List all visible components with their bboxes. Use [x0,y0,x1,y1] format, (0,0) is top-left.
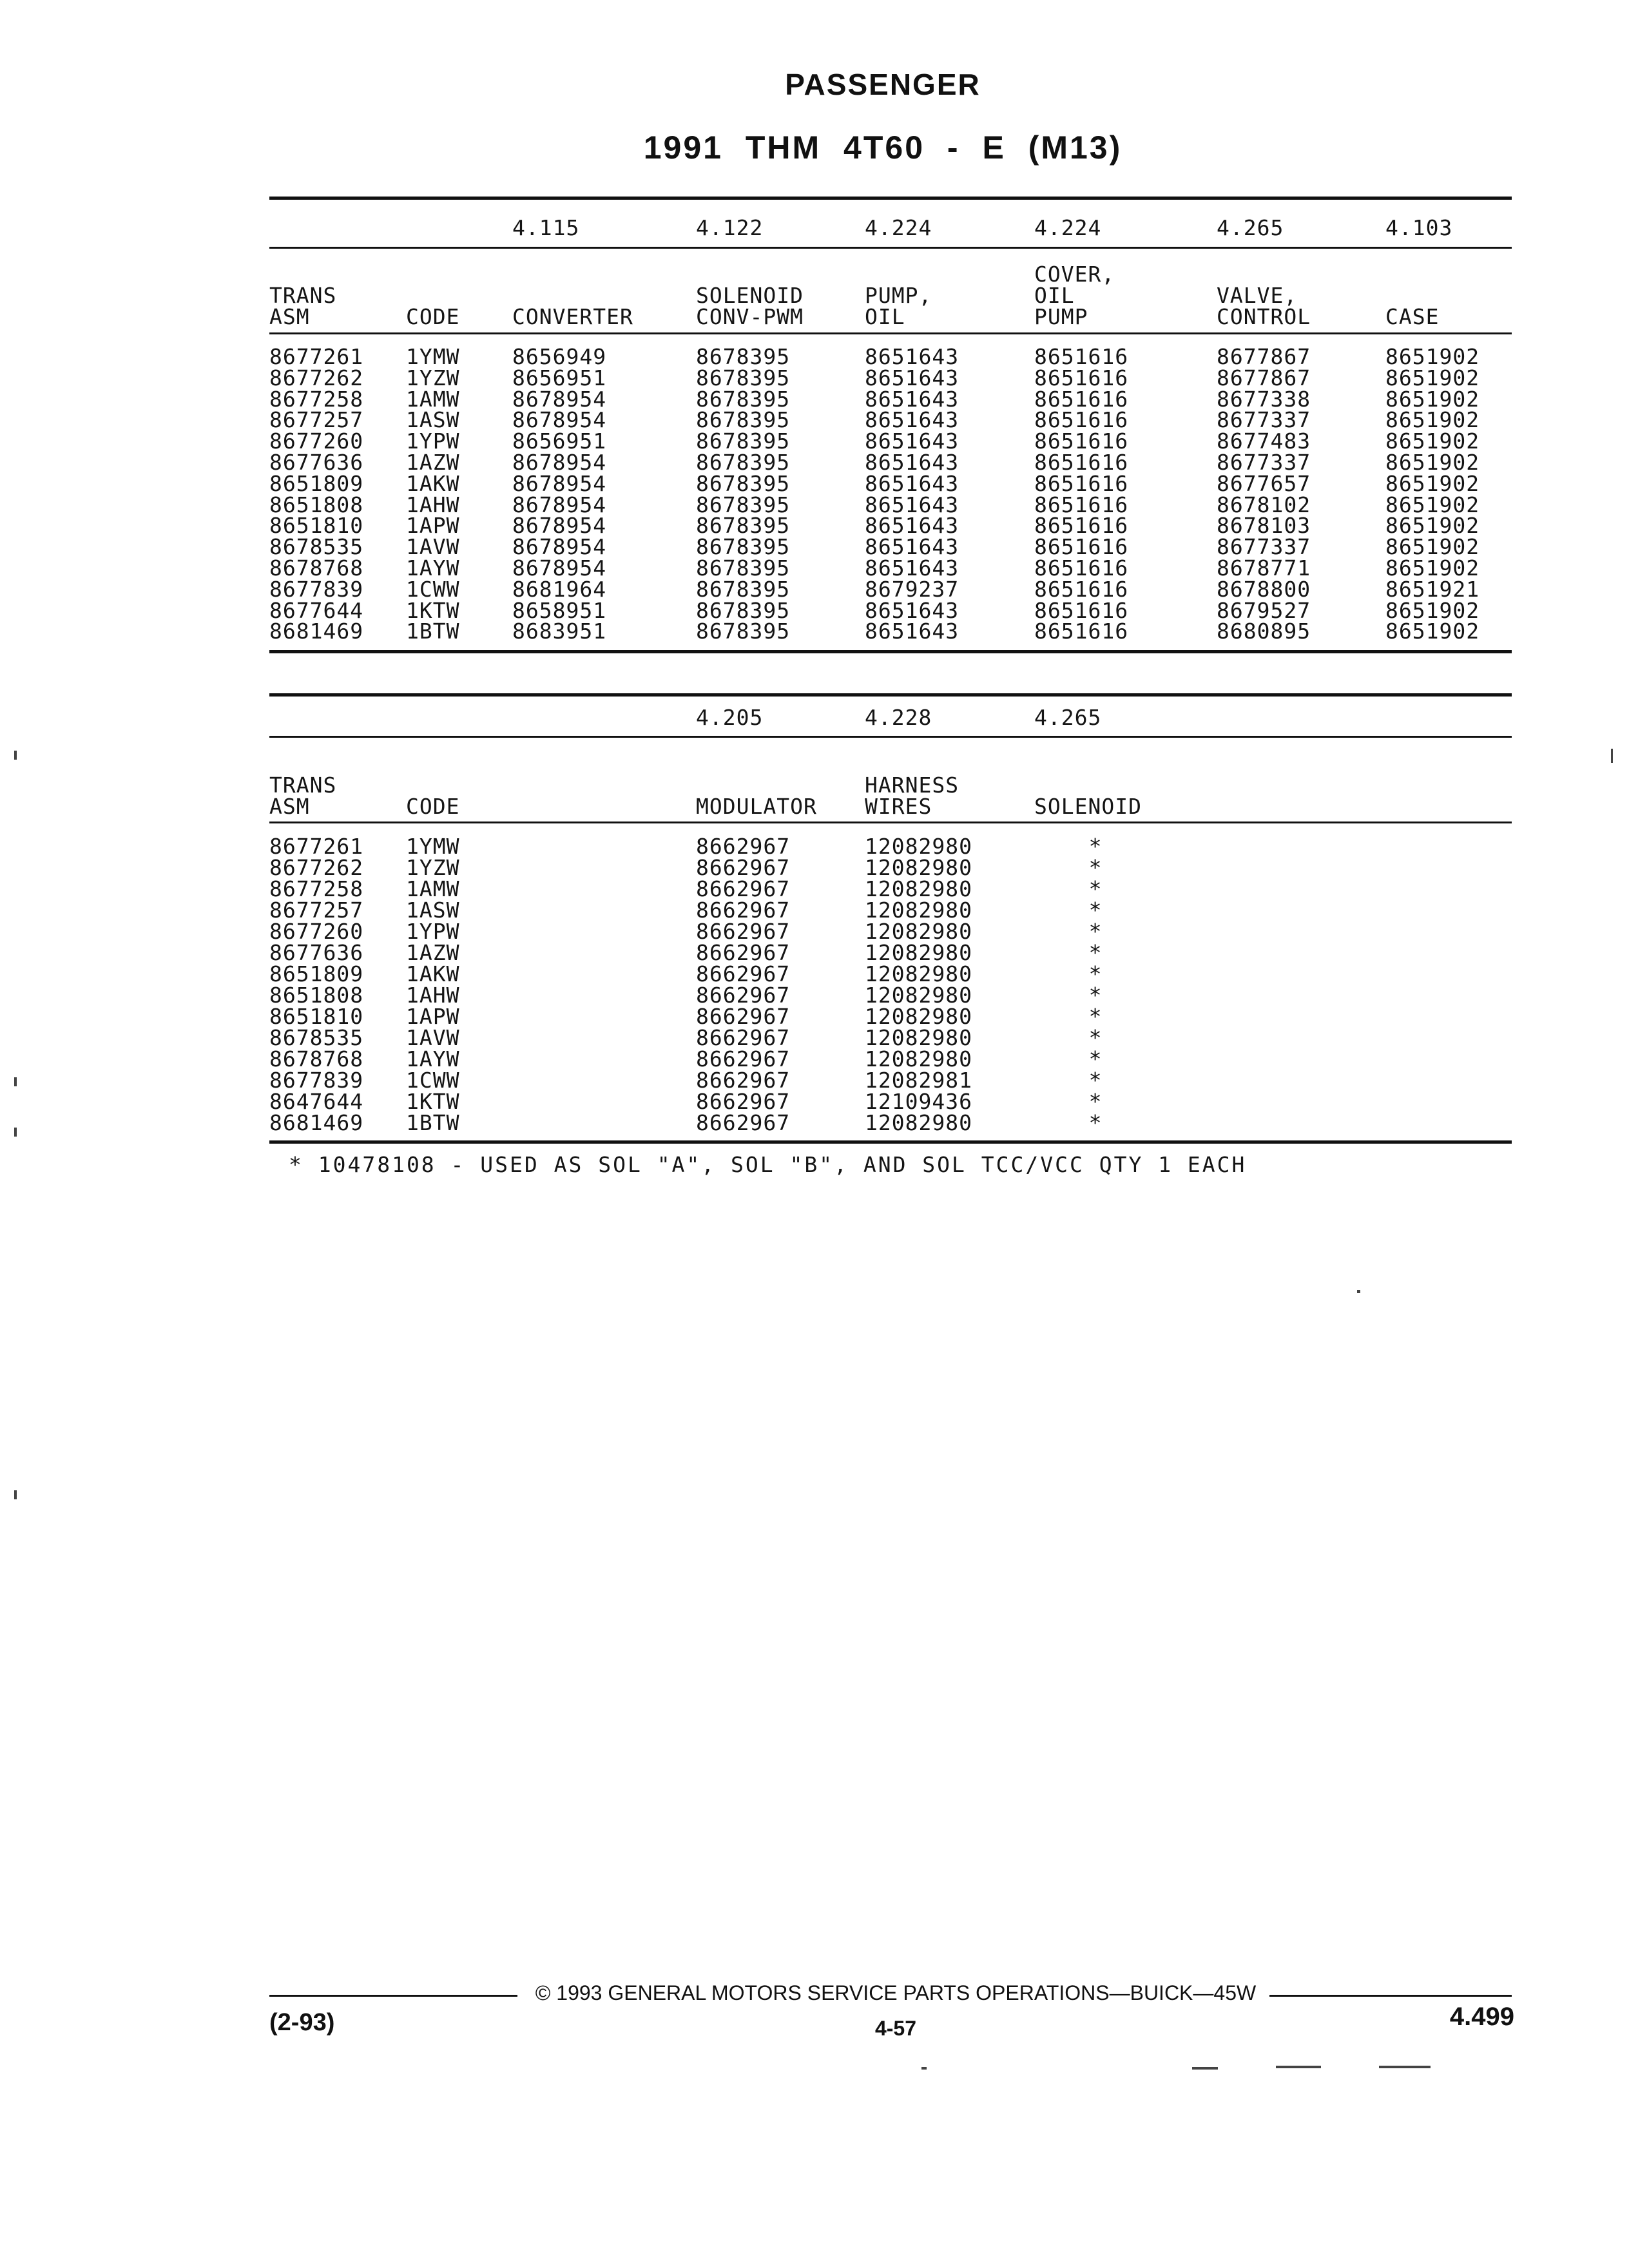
ref-number: 4.265 [1217,215,1284,240]
cell-cover-oil-pump: 8651616 [1034,555,1129,581]
cell-valve-control: 8677337 [1217,450,1311,475]
column-header-case: CASE [1385,304,1440,329]
cell-solenoid: * [1088,1089,1103,1114]
cell-trans-asm: 8678768 [269,555,364,581]
cell-trans-asm: 8677636 [269,450,364,475]
cell-trans-asm: 8681469 [269,1110,364,1135]
cell-solenoid: * [1088,919,1103,944]
cell-valve-control: 8678103 [1217,513,1311,539]
cell-trans-asm: 8677261 [269,344,364,369]
footer-rule-right [1269,1995,1512,1997]
cell-valve-control: 8677338 [1217,386,1311,412]
cell-pump-oil: 8651643 [865,470,959,496]
table2-top-rule [269,693,1512,697]
column-header-code: CODE [406,304,460,329]
scan-speck [1611,749,1613,763]
cell-solenoid: * [1088,1068,1103,1093]
cell-code: 1AKW [406,961,460,986]
cell-trans-asm: 8651810 [269,1004,364,1029]
cell-code: 1AHW [406,983,460,1008]
cell-valve-control: 8677657 [1217,470,1311,496]
cell-solenoid-conv-pwm: 8678395 [696,450,791,475]
cell-case: 8651921 [1385,576,1480,602]
table2-header-rule [269,822,1512,823]
scan-speck [1357,1290,1360,1293]
cell-modulator: 8662967 [696,1068,791,1093]
column-header-code: CODE [406,794,460,819]
scan-speck [14,1490,17,1499]
cell-solenoid-conv-pwm: 8678395 [696,619,791,644]
cell-solenoid: * [1088,855,1103,880]
cell-trans-asm: 8651808 [269,983,364,1008]
cell-converter: 8678954 [512,386,607,412]
cell-harness-wires: 12082980 [865,940,972,965]
cell-code: 1AVW [406,534,460,560]
cell-harness-wires: 12082980 [865,834,972,859]
cell-solenoid-conv-pwm: 8678395 [696,407,791,433]
cell-code: 1CWW [406,1068,460,1093]
cell-cover-oil-pump: 8651616 [1034,365,1129,390]
cell-pump-oil: 8651643 [865,407,959,433]
cell-code: 1CWW [406,576,460,602]
cell-trans-asm: 8677257 [269,407,364,433]
cell-code: 1AVW [406,1025,460,1050]
cell-trans-asm: 8681469 [269,619,364,644]
cell-case: 8651902 [1385,407,1480,433]
cell-modulator: 8662967 [696,1004,791,1029]
cell-converter: 8656951 [512,428,607,454]
cell-cover-oil-pump: 8651616 [1034,597,1129,623]
cell-solenoid: * [1088,834,1103,859]
footer-section-number: 4.499 [1449,2003,1514,2031]
cell-converter: 8678954 [512,534,607,560]
cell-solenoid: * [1088,1110,1103,1135]
column-header-harness-wires: HARNESS WIRES [865,773,959,819]
cell-trans-asm: 8677262 [269,855,364,880]
cell-harness-wires: 12082980 [865,876,972,901]
cell-trans-asm: 8677839 [269,576,364,602]
cell-code: 1AMW [406,386,460,412]
cell-trans-asm: 8678535 [269,534,364,560]
cell-harness-wires: 12109436 [865,1089,972,1114]
cell-converter: 8681964 [512,576,607,602]
cell-harness-wires: 12082980 [865,1025,972,1050]
column-header-converter: CONVERTER [512,304,633,329]
cell-pump-oil: 8679237 [865,576,959,602]
cell-harness-wires: 12082980 [865,919,972,944]
cell-trans-asm: 8677261 [269,834,364,859]
cell-code: 1YPW [406,919,460,944]
model-title: 1991 THM 4T60 - E (M13) [643,130,1123,166]
cell-solenoid: * [1088,1025,1103,1050]
cell-code: 1AZW [406,450,460,475]
cell-converter: 8678954 [512,450,607,475]
cell-cover-oil-pump: 8651616 [1034,344,1129,369]
scan-speck [1379,2066,1431,2068]
cell-code: 1ASW [406,407,460,433]
cell-trans-asm: 8651808 [269,492,364,517]
table2-bottom-rule [269,1140,1512,1144]
cell-valve-control: 8678771 [1217,555,1311,581]
cell-case: 8651902 [1385,555,1480,581]
cell-cover-oil-pump: 8651616 [1034,492,1129,517]
cell-cover-oil-pump: 8651616 [1034,513,1129,539]
cell-solenoid-conv-pwm: 8678395 [696,470,791,496]
ref-number: 4.224 [865,215,932,240]
table1-bottom-rule [269,650,1512,653]
cell-solenoid: * [1088,961,1103,986]
cell-solenoid-conv-pwm: 8678395 [696,492,791,517]
scan-speck [1192,2067,1218,2070]
cell-trans-asm: 8677636 [269,940,364,965]
cell-code: 1ASW [406,898,460,923]
cell-code: 1YZW [406,365,460,390]
cell-trans-asm: 8651810 [269,513,364,539]
cell-modulator: 8662967 [696,919,791,944]
cell-code: 1KTW [406,597,460,623]
cell-case: 8651902 [1385,386,1480,412]
cell-modulator: 8662967 [696,1046,791,1072]
cell-valve-control: 8677337 [1217,534,1311,560]
cell-code: 1AYW [406,1046,460,1072]
cell-modulator: 8662967 [696,876,791,901]
cell-case: 8651902 [1385,619,1480,644]
cell-case: 8651902 [1385,428,1480,454]
ref-number: 4.228 [865,705,932,730]
cell-modulator: 8662967 [696,1025,791,1050]
cell-pump-oil: 8651643 [865,344,959,369]
cell-modulator: 8662967 [696,855,791,880]
cell-harness-wires: 12082980 [865,961,972,986]
cell-valve-control: 8677867 [1217,365,1311,390]
cell-cover-oil-pump: 8651616 [1034,534,1129,560]
cell-trans-asm: 8677644 [269,597,364,623]
cell-case: 8651902 [1385,450,1480,475]
cell-cover-oil-pump: 8651616 [1034,470,1129,496]
cell-solenoid: * [1088,1004,1103,1029]
cell-solenoid-conv-pwm: 8678395 [696,534,791,560]
cell-modulator: 8662967 [696,961,791,986]
cell-cover-oil-pump: 8651616 [1034,450,1129,475]
cell-modulator: 8662967 [696,983,791,1008]
scan-speck [1276,2066,1321,2068]
cell-cover-oil-pump: 8651616 [1034,407,1129,433]
column-header-trans-asm: TRANS ASM [269,283,337,329]
cell-solenoid-conv-pwm: 8678395 [696,555,791,581]
cell-modulator: 8662967 [696,898,791,923]
column-header-solenoid-conv-pwm: SOLENOID CONV-PWM [696,283,804,329]
cell-harness-wires: 12082980 [865,855,972,880]
cell-modulator: 8662967 [696,1089,791,1114]
cell-pump-oil: 8651643 [865,492,959,517]
footer-rule-left [269,1995,517,1997]
cell-valve-control: 8678800 [1217,576,1311,602]
cell-case: 8651902 [1385,344,1480,369]
cell-harness-wires: 12082980 [865,1110,972,1135]
cell-pump-oil: 8651643 [865,534,959,560]
cell-harness-wires: 12082980 [865,1046,972,1072]
cell-valve-control: 8677337 [1217,407,1311,433]
cell-code: 1AYW [406,555,460,581]
cell-case: 8651902 [1385,597,1480,623]
table2-ref-rule [269,736,1512,738]
cell-converter: 8658951 [512,597,607,623]
cell-solenoid: * [1088,898,1103,923]
cell-converter: 8656951 [512,365,607,390]
ref-number: 4.103 [1385,215,1453,240]
column-header-trans-asm: TRANS ASM [269,773,337,819]
cell-trans-asm: 8677257 [269,898,364,923]
footer-copyright: © 1993 GENERAL MOTORS SERVICE PARTS OPERATIONS—BUICK—45W [535,1981,1257,2004]
scan-speck [14,1077,17,1086]
cell-code: 1AZW [406,940,460,965]
cell-pump-oil: 8651643 [865,365,959,390]
cell-code: 1APW [406,513,460,539]
cell-code: 1YMW [406,344,460,369]
cell-pump-oil: 8651643 [865,386,959,412]
column-header-pump-oil: PUMP, OIL [865,283,932,329]
cell-pump-oil: 8651643 [865,597,959,623]
cell-solenoid-conv-pwm: 8678395 [696,576,791,602]
cell-solenoid: * [1088,876,1103,901]
cell-case: 8651902 [1385,470,1480,496]
cell-cover-oil-pump: 8651616 [1034,576,1129,602]
column-header-modulator: MODULATOR [696,794,817,819]
cell-valve-control: 8679527 [1217,597,1311,623]
cell-trans-asm: 8677258 [269,386,364,412]
cell-trans-asm: 8677839 [269,1068,364,1093]
cell-harness-wires: 12082980 [865,898,972,923]
scan-speck [14,751,17,760]
cell-solenoid-conv-pwm: 8678395 [696,597,791,623]
solenoid-footnote: * 10478108 - USED AS SOL "A", SOL "B", AND SOL TCC/VCC QTY 1 EACH [289,1152,1247,1177]
table1-header-rule [269,332,1512,334]
cell-valve-control: 8678102 [1217,492,1311,517]
cell-case: 8651902 [1385,365,1480,390]
cell-trans-asm: 8647644 [269,1089,364,1114]
cell-converter: 8678954 [512,555,607,581]
cell-trans-asm: 8651809 [269,961,364,986]
cell-pump-oil: 8651643 [865,428,959,454]
ref-number: 4.265 [1034,705,1102,730]
scan-speck [921,2067,927,2070]
cell-code: 1YMW [406,834,460,859]
cell-trans-asm: 8677262 [269,365,364,390]
cell-pump-oil: 8651643 [865,513,959,539]
cell-modulator: 8662967 [696,940,791,965]
cell-case: 8651902 [1385,534,1480,560]
ref-number: 4.122 [696,215,764,240]
table1-top-rule [269,197,1512,200]
cell-pump-oil: 8651643 [865,619,959,644]
cell-converter: 8656949 [512,344,607,369]
cell-code: 1YZW [406,855,460,880]
cell-harness-wires: 12082980 [865,1004,972,1029]
cell-cover-oil-pump: 8651616 [1034,619,1129,644]
cell-code: 1KTW [406,1089,460,1114]
category-title: PASSENGER [785,68,981,101]
ref-number: 4.224 [1034,215,1102,240]
ref-number: 4.205 [696,705,764,730]
cell-case: 8651902 [1385,513,1480,539]
cell-valve-control: 8677867 [1217,344,1311,369]
cell-pump-oil: 8651643 [865,555,959,581]
cell-harness-wires: 12082980 [865,983,972,1008]
footer-date-code: (2-93) [269,2009,335,2036]
cell-solenoid: * [1088,940,1103,965]
cell-solenoid: * [1088,1046,1103,1072]
cell-code: 1AMW [406,876,460,901]
cell-modulator: 8662967 [696,1110,791,1135]
table1-ref-rule [269,247,1512,249]
column-header-cover-oil-pump: COVER, OIL PUMP [1034,262,1115,329]
cell-converter: 8678954 [512,492,607,517]
cell-code: 1AHW [406,492,460,517]
cell-trans-asm: 8678768 [269,1046,364,1072]
cell-modulator: 8662967 [696,834,791,859]
cell-case: 8651902 [1385,492,1480,517]
column-header-solenoid: SOLENOID [1034,794,1142,819]
cell-valve-control: 8680895 [1217,619,1311,644]
footer-page-number: 4-57 [874,2017,917,2040]
column-header-valve-control: VALVE, CONTROL [1217,283,1311,329]
cell-solenoid-conv-pwm: 8678395 [696,365,791,390]
cell-solenoid-conv-pwm: 8678395 [696,386,791,412]
cell-code: 1AKW [406,470,460,496]
cell-code: 1BTW [406,1110,460,1135]
cell-converter: 8678954 [512,513,607,539]
cell-solenoid: * [1088,983,1103,1008]
cell-harness-wires: 12082981 [865,1068,972,1093]
cell-cover-oil-pump: 8651616 [1034,386,1129,412]
cell-code: 1YPW [406,428,460,454]
cell-trans-asm: 8677258 [269,876,364,901]
cell-converter: 8678954 [512,407,607,433]
cell-cover-oil-pump: 8651616 [1034,428,1129,454]
cell-trans-asm: 8677260 [269,919,364,944]
scan-speck [14,1128,17,1137]
cell-converter: 8683951 [512,619,607,644]
cell-code: 1APW [406,1004,460,1029]
cell-solenoid-conv-pwm: 8678395 [696,428,791,454]
cell-solenoid-conv-pwm: 8678395 [696,513,791,539]
cell-pump-oil: 8651643 [865,450,959,475]
cell-solenoid-conv-pwm: 8678395 [696,344,791,369]
cell-trans-asm: 8677260 [269,428,364,454]
cell-code: 1BTW [406,619,460,644]
cell-converter: 8678954 [512,470,607,496]
cell-valve-control: 8677483 [1217,428,1311,454]
cell-trans-asm: 8651809 [269,470,364,496]
ref-number: 4.115 [512,215,580,240]
cell-trans-asm: 8678535 [269,1025,364,1050]
